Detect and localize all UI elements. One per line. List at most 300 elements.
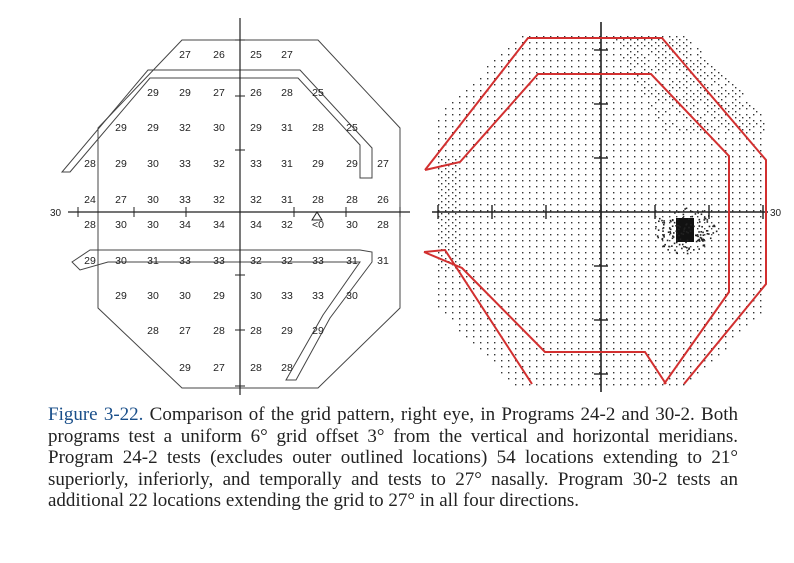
dot <box>725 168 726 169</box>
dot <box>686 223 688 225</box>
dot <box>655 240 656 241</box>
dot <box>564 264 565 265</box>
dot <box>508 294 509 295</box>
dot <box>522 354 523 355</box>
dot <box>550 180 551 181</box>
dot <box>494 360 495 361</box>
threshold-value: 27 <box>213 87 225 99</box>
dot <box>683 336 684 337</box>
dot <box>665 57 666 58</box>
dot <box>718 354 719 355</box>
dot <box>508 300 509 301</box>
threshold-value: 29 <box>312 158 324 170</box>
dot <box>700 63 701 64</box>
dot <box>592 102 593 103</box>
dot <box>578 318 579 319</box>
dot <box>702 232 704 234</box>
dot <box>501 204 502 205</box>
dot <box>529 156 530 157</box>
dot <box>441 201 442 202</box>
dot <box>711 192 712 193</box>
threshold-value: 31 <box>377 255 389 267</box>
dot <box>672 63 673 64</box>
threshold-value: 29 <box>250 122 262 134</box>
dot <box>592 240 593 241</box>
dot <box>522 66 523 67</box>
dot <box>676 372 677 373</box>
dot <box>676 120 677 121</box>
dot <box>550 252 551 253</box>
dot <box>501 174 502 175</box>
dot <box>690 84 691 85</box>
dot <box>634 180 635 181</box>
dot <box>648 126 649 127</box>
dot <box>711 198 712 199</box>
dot <box>529 300 530 301</box>
dot <box>662 204 663 205</box>
dot <box>690 324 691 325</box>
dot <box>676 150 677 151</box>
dot <box>676 108 677 109</box>
dot <box>557 126 558 127</box>
dot <box>725 348 726 349</box>
dot <box>599 162 600 163</box>
dot <box>515 150 516 151</box>
dot <box>508 372 509 373</box>
dot <box>698 231 700 233</box>
threshold-value: 33 <box>179 255 191 267</box>
dot <box>648 132 649 133</box>
dot <box>473 252 474 253</box>
dot <box>473 192 474 193</box>
dot <box>613 240 614 241</box>
threshold-value: 29 <box>147 87 159 99</box>
dot <box>732 168 733 169</box>
dot <box>564 108 565 109</box>
dot <box>494 264 495 265</box>
dot <box>452 282 453 283</box>
dot <box>753 312 754 313</box>
dot <box>529 138 530 139</box>
dot <box>543 102 544 103</box>
dot <box>669 192 670 193</box>
dot <box>571 300 572 301</box>
dot <box>648 318 649 319</box>
dot <box>599 180 600 181</box>
dot <box>571 216 572 217</box>
dot <box>760 174 761 175</box>
dot <box>529 222 530 223</box>
dot <box>557 150 558 151</box>
dot <box>452 216 453 217</box>
dot <box>739 324 740 325</box>
dot <box>508 366 509 367</box>
dot <box>578 204 579 205</box>
dot <box>677 239 679 241</box>
dot <box>515 180 516 181</box>
dot <box>543 126 544 127</box>
dot <box>557 294 558 295</box>
dot <box>466 180 467 181</box>
dot <box>703 245 705 247</box>
dot <box>592 318 593 319</box>
dot <box>698 248 700 250</box>
dot <box>711 300 712 301</box>
dot <box>655 264 656 265</box>
threshold-value: 30 <box>179 290 191 302</box>
dot <box>592 222 593 223</box>
dot <box>669 204 670 205</box>
dot <box>686 99 687 100</box>
dot <box>704 330 705 331</box>
dot <box>536 360 537 361</box>
dot <box>508 48 509 49</box>
dot <box>760 228 761 229</box>
dot <box>592 114 593 115</box>
dot <box>599 138 600 139</box>
dot <box>494 192 495 193</box>
dot <box>662 96 663 97</box>
dot <box>683 162 684 163</box>
dot <box>644 63 645 64</box>
dot <box>529 348 530 349</box>
dot <box>613 48 614 49</box>
dot <box>571 48 572 49</box>
dot <box>704 168 705 169</box>
dot <box>501 102 502 103</box>
dot <box>634 354 635 355</box>
dot <box>487 150 488 151</box>
dot <box>515 66 516 67</box>
dot <box>725 318 726 319</box>
dot <box>658 220 660 222</box>
dot <box>683 72 684 73</box>
dot <box>529 66 530 67</box>
dot <box>675 225 677 227</box>
dot <box>725 180 726 181</box>
dot <box>494 240 495 241</box>
dot <box>655 336 656 337</box>
dot <box>578 264 579 265</box>
dot <box>662 276 663 277</box>
dot <box>480 162 481 163</box>
dot <box>648 108 649 109</box>
dot <box>606 282 607 283</box>
dot <box>709 226 711 228</box>
dot <box>711 246 712 247</box>
dot <box>697 306 698 307</box>
dot <box>760 300 761 301</box>
dot <box>536 60 537 61</box>
dot <box>473 336 474 337</box>
threshold-value: 33 <box>250 158 262 170</box>
dot <box>676 66 677 67</box>
dot <box>585 330 586 331</box>
dot <box>501 186 502 187</box>
dot <box>700 75 701 76</box>
dot <box>676 78 677 79</box>
dot <box>662 168 663 169</box>
dot <box>494 180 495 181</box>
dot <box>508 168 509 169</box>
dot <box>655 138 656 139</box>
dot <box>599 252 600 253</box>
dot <box>585 348 586 349</box>
dot <box>536 174 537 175</box>
dot <box>739 294 740 295</box>
dot <box>466 294 467 295</box>
dot <box>641 312 642 313</box>
dot <box>711 240 712 241</box>
dot <box>746 216 747 217</box>
dot <box>676 42 677 43</box>
dot <box>487 264 488 265</box>
dot <box>536 66 537 67</box>
dot <box>634 348 635 349</box>
dot <box>550 54 551 55</box>
dot <box>508 54 509 55</box>
dot <box>550 174 551 175</box>
dot <box>564 216 565 217</box>
dot <box>459 150 460 151</box>
dot <box>655 102 656 103</box>
dot <box>606 240 607 241</box>
dot <box>710 237 712 239</box>
dot <box>571 42 572 43</box>
dot <box>746 144 747 145</box>
dot <box>529 258 530 259</box>
dot <box>739 114 740 115</box>
dot <box>739 228 740 229</box>
dot <box>448 189 449 190</box>
threshold-value: 29 <box>115 290 127 302</box>
dot <box>508 246 509 247</box>
dot <box>714 226 716 228</box>
dot <box>466 174 467 175</box>
dot <box>585 294 586 295</box>
dot <box>718 318 719 319</box>
dot <box>669 234 670 235</box>
dot <box>641 336 642 337</box>
dot <box>676 258 677 259</box>
dot <box>688 247 690 249</box>
dot <box>550 96 551 97</box>
dot <box>543 90 544 91</box>
dot <box>690 204 691 205</box>
dot <box>438 300 439 301</box>
dot <box>634 120 635 121</box>
dot <box>571 228 572 229</box>
dot <box>732 258 733 259</box>
dot <box>585 246 586 247</box>
dot <box>746 126 747 127</box>
dot <box>662 336 663 337</box>
dot <box>760 144 761 145</box>
dot <box>634 84 635 85</box>
dot <box>515 258 516 259</box>
dot <box>522 120 523 121</box>
dot <box>613 126 614 127</box>
dot <box>599 318 600 319</box>
dot <box>753 186 754 187</box>
dot <box>641 84 642 85</box>
dot <box>473 162 474 163</box>
dot <box>697 294 698 295</box>
dot <box>515 72 516 73</box>
dot <box>571 138 572 139</box>
dot <box>739 330 740 331</box>
dot <box>585 240 586 241</box>
dot <box>536 156 537 157</box>
dot <box>662 216 663 217</box>
dot <box>711 144 712 145</box>
dot <box>557 90 558 91</box>
dot <box>613 42 614 43</box>
dot <box>711 150 712 151</box>
dot <box>732 108 733 109</box>
dot <box>501 294 502 295</box>
dot <box>536 150 537 151</box>
dot <box>529 384 530 385</box>
dot <box>669 227 671 229</box>
dot <box>669 150 670 151</box>
dot <box>515 276 516 277</box>
dot <box>669 156 670 157</box>
dot <box>529 288 530 289</box>
dot <box>669 72 670 73</box>
dot <box>683 276 684 277</box>
dot <box>613 294 614 295</box>
dot <box>473 264 474 265</box>
dot <box>487 84 488 85</box>
dot <box>683 192 684 193</box>
dot <box>536 108 537 109</box>
dot <box>657 235 659 237</box>
dot <box>585 384 586 385</box>
dot <box>592 360 593 361</box>
dot <box>693 63 694 64</box>
dot <box>480 318 481 319</box>
dot <box>620 48 621 49</box>
dot <box>529 102 530 103</box>
dot <box>627 318 628 319</box>
threshold-value: 29 <box>346 158 358 170</box>
dot <box>522 228 523 229</box>
dot <box>669 360 670 361</box>
dot <box>753 258 754 259</box>
dot <box>445 276 446 277</box>
dot <box>599 348 600 349</box>
dot <box>658 51 659 52</box>
dot <box>662 72 663 73</box>
dot <box>455 177 456 178</box>
dot <box>662 312 663 313</box>
dot <box>683 90 684 91</box>
dot <box>686 39 687 40</box>
dot <box>683 384 684 385</box>
dot <box>536 270 537 271</box>
dot <box>683 360 684 361</box>
dot <box>760 114 761 115</box>
dot <box>585 216 586 217</box>
dot <box>686 81 687 82</box>
dot <box>578 198 579 199</box>
dot <box>627 354 628 355</box>
dot <box>599 66 600 67</box>
dot <box>438 186 439 187</box>
dot <box>739 210 740 211</box>
dot <box>522 192 523 193</box>
dot <box>515 318 516 319</box>
dot <box>613 180 614 181</box>
dot <box>550 84 551 85</box>
dot <box>480 132 481 133</box>
dot <box>690 78 691 79</box>
inner-boundary-lower <box>72 250 372 380</box>
dot <box>578 66 579 67</box>
dot <box>550 48 551 49</box>
dot <box>522 102 523 103</box>
dot <box>732 210 733 211</box>
dot <box>711 102 712 103</box>
dot <box>641 180 642 181</box>
dot <box>592 192 593 193</box>
dot <box>648 114 649 115</box>
dot <box>613 234 614 235</box>
dot <box>760 198 761 199</box>
dot <box>620 246 621 247</box>
dot <box>578 294 579 295</box>
dot <box>641 78 642 79</box>
dot <box>725 90 726 91</box>
dot <box>739 288 740 289</box>
dot <box>753 270 754 271</box>
dot <box>669 276 670 277</box>
dot <box>641 258 642 259</box>
dot <box>613 300 614 301</box>
dot <box>683 230 685 232</box>
dot <box>669 294 670 295</box>
dot <box>746 114 747 115</box>
threshold-value: 31 <box>281 194 293 206</box>
dot <box>592 126 593 127</box>
dot <box>557 192 558 193</box>
dot <box>620 60 621 61</box>
dot <box>634 234 635 235</box>
threshold-value: 29 <box>115 122 127 134</box>
dot <box>466 240 467 241</box>
dot <box>641 162 642 163</box>
dot <box>760 150 761 151</box>
dot <box>501 138 502 139</box>
dot <box>627 222 628 223</box>
threshold-value: 28 <box>213 325 225 337</box>
dot <box>665 63 666 64</box>
dot <box>599 120 600 121</box>
dot <box>692 216 694 218</box>
dot <box>641 168 642 169</box>
dot <box>599 186 600 187</box>
dot <box>501 330 502 331</box>
dot <box>557 48 558 49</box>
figure-label: Figure 3-22. <box>48 404 144 425</box>
dot <box>529 186 530 187</box>
dot <box>441 177 442 178</box>
dot <box>452 204 453 205</box>
dot <box>522 174 523 175</box>
dot <box>725 288 726 289</box>
dot <box>704 90 705 91</box>
